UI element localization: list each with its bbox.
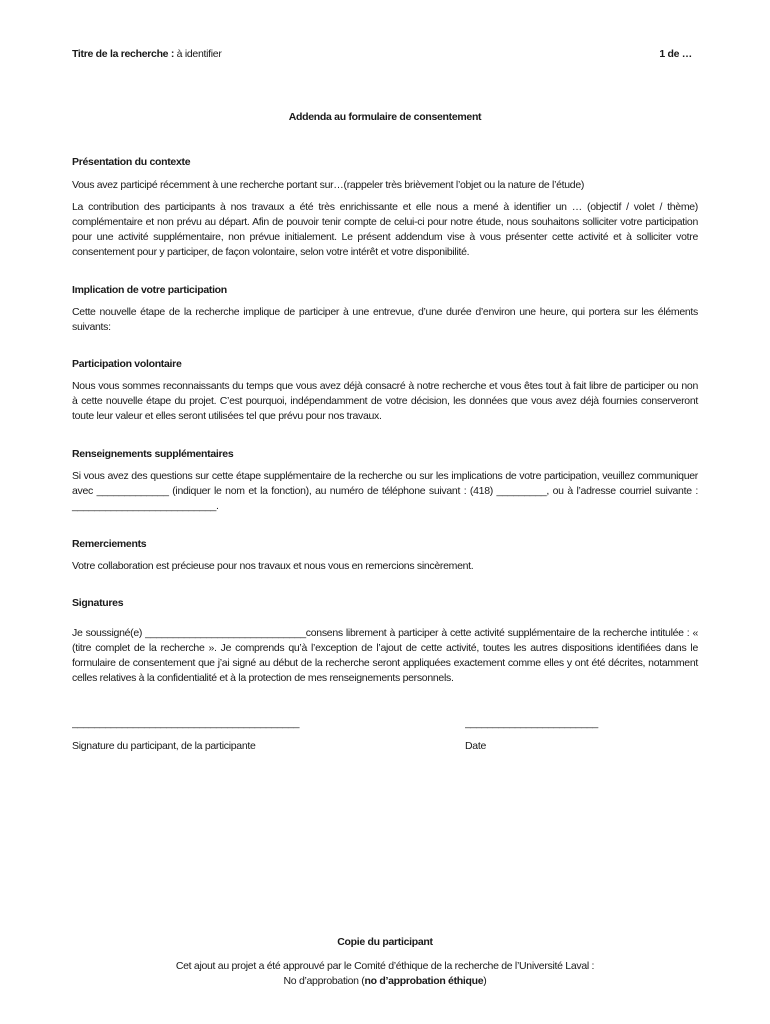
- renseignements-paragraph: Si vous avez des questions sur cette étape supplémentaire de la recherche ou sur les implications de votre participation, veuillez communiquer avec _____________ (indiquer le nom et la fonction), au numéro de téléphone suivant : (418) _________, ou à l’adresse courriel suivante : __________________________.: [72, 470, 698, 512]
- section-heading-remerciements: Remerciements: [72, 538, 147, 550]
- remerciements-paragraph: Votre collaboration est précieuse pour nos travaux et nous vous en remercions sincèrement.: [72, 560, 474, 572]
- copy-participant-label: Copie du participant: [337, 936, 433, 948]
- research-title-value: à identifier: [176, 48, 222, 60]
- research-title-line: [72, 47, 472, 62]
- volontaire-paragraph: Nous vous sommes reconnaissants du temps que vous avez déjà consacré à notre recherche et vous êtes tout à fait libre de participer ou non à cette nouvelle étape du projet. C’est pourquoi, indépendamment de votre décision, les données que vous avez déjà fournies conserveront toute leur valeur et elles seront utilisées tel que prévu pour nos travaux.: [72, 380, 698, 422]
- section-heading-volontaire: Participation volontaire: [72, 358, 182, 370]
- approval-number-line: [72, 974, 698, 989]
- implication-paragraph: Cette nouvelle étape de la recherche implique de participer à une entrevue, d’une durée d’environ une heure, qui portera sur les éléments suivants:: [72, 306, 698, 333]
- date-label: Date: [465, 740, 486, 752]
- section-heading-renseignements: Renseignements supplémentaires: [72, 448, 234, 460]
- contexte-paragraph-1: Vous avez participé récemment à une recherche portant sur…(rappeler très brièvement l’objet ou la nature de l’étude): [72, 179, 585, 191]
- section-heading-contexte: Présentation du contexte: [72, 156, 191, 168]
- section-heading-implication: Implication de votre participation: [72, 284, 227, 296]
- contexte-paragraph-2: La contribution des participants à nos travaux a été très enrichissante et elle nous a mené à identifier un … (objectif / volet / thème) complémentaire et non prévu au départ. Afin de pouvoir tenir compte de celui-ci pour notre étude, nous souhaitons solliciter votre participation pour une activité supplémentaire, non prévue initialement. Le présent addendum vise à vous présenter cette activité et à solliciter votre consentement pour y participer, de façon volontaire, selon votre intérêt et votre disponibilité.: [72, 201, 698, 258]
- signatures-paragraph: Je soussigné(e) _____________________________consens librement à participer à cette activité supplémentaire de la recherche intitulée : « (titre complet de la recherche ». Je comprends qu’à l’exception de l’ajout de cette activité, toutes les autres dispositions identifiées dans le formulaire de consentement que j’ai signé au début de la recherche seront appliquées exactement comme elles y ont été décrites, notamment celles relatives à la confidentialité et à la protection de mes renseignements personnels.: [72, 627, 698, 684]
- approval-text: Cet ajout au projet a été approuvé par le Comité d’éthique de la recherche de l’Université Laval :: [175, 960, 595, 972]
- approval-suffix: ): [483, 975, 487, 987]
- participant-signature-label: Signature du participant, de la participante: [72, 740, 256, 752]
- research-title-label: Titre de la recherche :: [72, 48, 175, 60]
- date-signature-line: ________________________: [465, 717, 598, 729]
- approval-prefix: No d’approbation (: [283, 975, 365, 987]
- section-heading-signatures: Signatures: [72, 597, 124, 609]
- page-number: 1 de …: [659, 48, 692, 60]
- participant-signature-line: _________________________________________: [72, 717, 300, 729]
- approval-number-placeholder: no d’approbation éthique: [364, 975, 484, 987]
- document-title: Addenda au formulaire de consentement: [288, 111, 482, 123]
